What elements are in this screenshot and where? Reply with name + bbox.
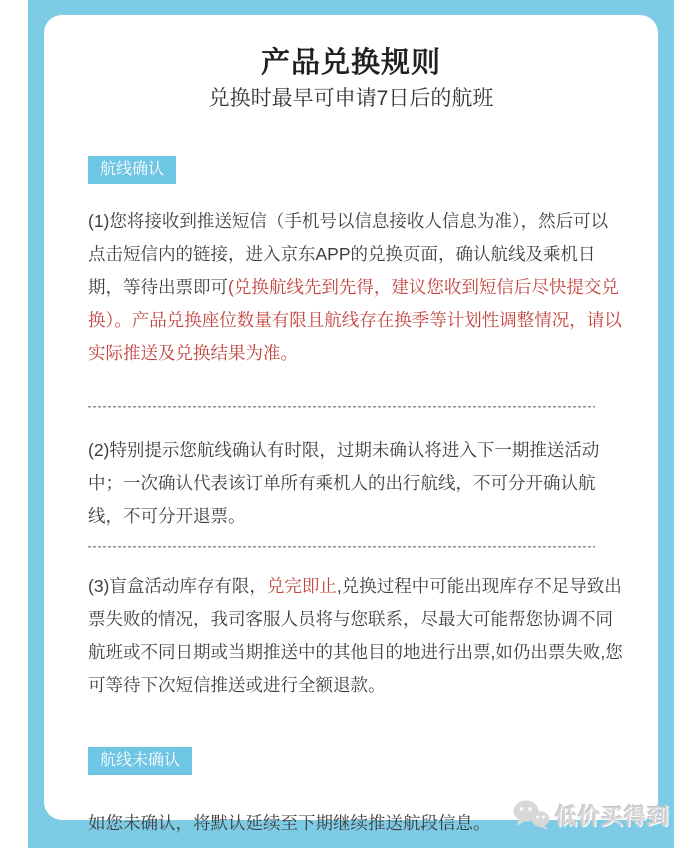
paragraph-1-text: (1)您将接收到推送短信（手机号以信息接收人信息为准），然后可以点击短信内的链接，进入京东APP的兑换页面，确认航线及乘机日期，等待出票即可 [88,211,609,297]
page-title: 产品兑换规则 [260,47,441,79]
card-border-frame [28,0,674,848]
paragraph-unconfirmed-text: 如您未确认，将默认延续至下期继续推送航段信息。 [88,813,491,833]
card-content [44,15,658,833]
watermark-label: 低价买得到 [554,803,670,829]
watermark [512,799,670,831]
paragraph-3-text-lead: (3)盲盒活动库存有限， [88,576,267,596]
paragraph-1 [88,205,625,370]
dashed-divider [88,406,595,408]
paragraph-1-warning-text: (兑换航线先到先得，建议您收到短信后尽快提交兑换）。产品兑换座位数量有限且航线存在换季等计划性调整情况，请以实际推送及兑换结果为准。 [88,277,622,363]
section-badge-route-unconfirmed: 航线未确认 [88,747,192,775]
paragraph-2 [88,434,625,533]
paragraph-3-text-rest: ,兑换过程中可能出现库存不足导致出票失败的情况，我司客服人员将与您联系，尽最大可能帮您协调不同航班或不同日期或当期推送中的其他目的地进行出票,如仍出票失败,您可等待下次短信推送或进行全额退款。 [88,576,623,695]
page-subtitle: 兑换时最早可申请7日后的航班 [208,87,494,110]
paragraph-2-text: (2)特别提示您航线确认有时限，过期未确认将进入下一期推送活动中；一次确认代表该订单所有乘机人的出行航线，不可分开确认航线，不可分开退票。 [88,440,600,526]
section-badge-route-confirmed: 航线确认 [88,156,176,184]
dashed-divider [88,546,595,548]
paragraph-3 [88,570,625,702]
wechat-icon [512,799,550,831]
paragraph-3-warning-text: 兑完即止 [266,576,337,596]
